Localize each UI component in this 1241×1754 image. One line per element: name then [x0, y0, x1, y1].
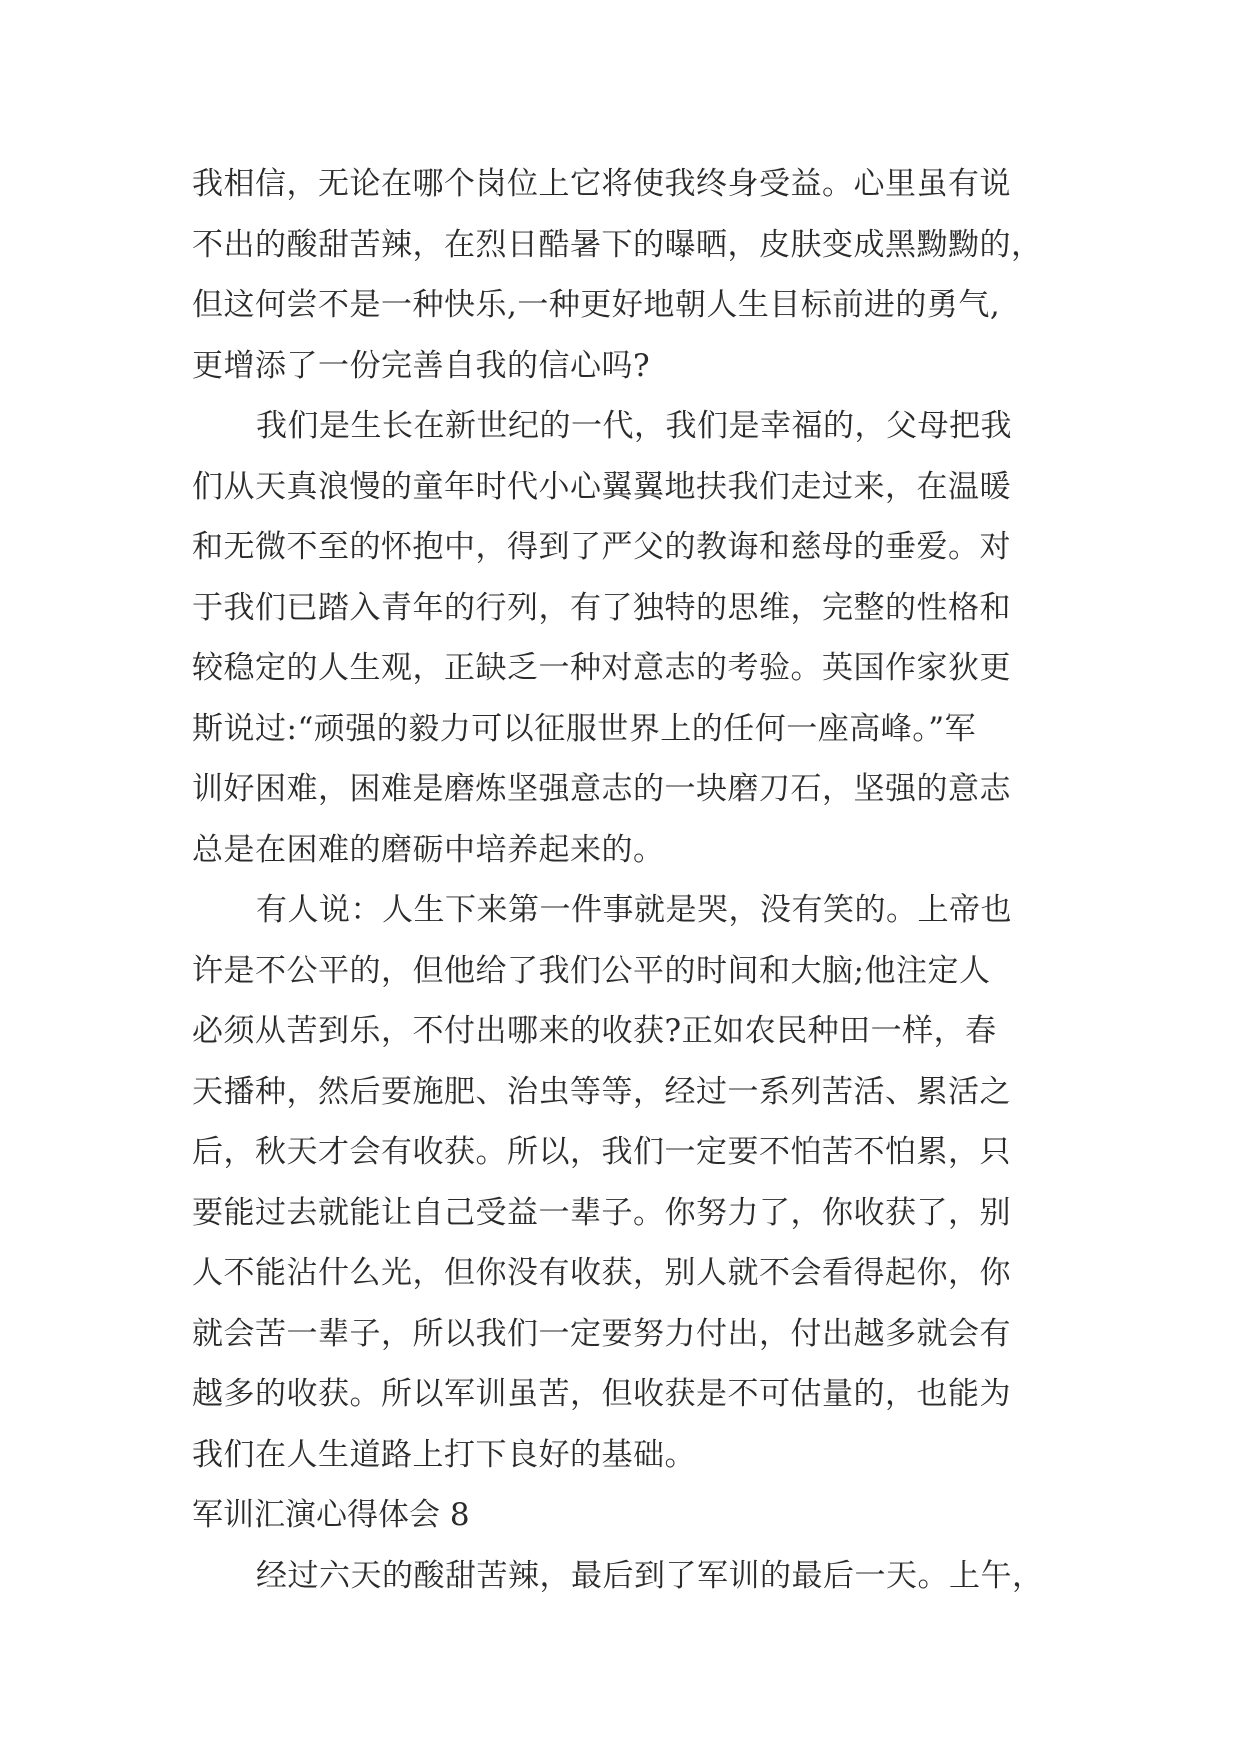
paragraph-line: 于我们已踏入青年的行列，有了独特的思维，完整的性格和	[192, 589, 1011, 626]
paragraph-line: 和无微不至的怀抱中，得到了严父的教诲和慈母的垂爱。对	[192, 529, 1011, 565]
paragraph-line: 总是在困难的磨砺中培养起来的。	[192, 831, 665, 868]
paragraph-line: 们从天真浪慢的童年时代小心翼翼地扶我们走过来，在温暖	[192, 468, 1011, 505]
paragraph-line: 但这何尝不是一种快乐,一种更好地朝人生目标前进的勇气,	[192, 287, 1001, 323]
paragraph-line: 我相信，无论在哪个岗位上它将使我终身受益。心里虽有说	[192, 166, 1011, 202]
paragraph-line: 较稳定的人生观，正缺乏一种对意志的考验。英国作家狄更	[192, 650, 1011, 686]
paragraph-line: 斯说过:“顽强的毅力可以征服世界上的任何一座高峰。”军	[192, 710, 977, 747]
paragraph-line: 我们是生长在新世纪的一代，我们是幸福的，父母把我	[256, 408, 1012, 444]
paragraph-line: 有人说：人生下来第一件事就是哭，没有笑的。上帝也	[256, 892, 1012, 928]
paragraph-line: 许是不公平的，但他给了我们公平的时间和大脑;他注定人	[192, 952, 991, 989]
paragraph-line: 就会苦一辈子，所以我们一定要努力付出，付出越多就会有	[192, 1315, 1011, 1352]
section-heading: 军训汇演心得体会 8	[192, 1497, 470, 1533]
paragraph-line: 我们在人生道路上打下良好的基础。	[192, 1436, 696, 1473]
paragraph-line: 越多的收获。所以军训虽苦，但收获是不可估量的，也能为	[192, 1376, 1011, 1412]
paragraph-line: 经过六天的酸甜苦辣，最后到了军训的最后一天。上午，	[256, 1557, 1044, 1594]
paragraph-line: 必须从苦到乐，不付出哪来的收获?正如农民种田一样，春	[192, 1013, 997, 1049]
paragraph-line: 要能过去就能让自己受益一辈子。你努力了，你收获了，别	[192, 1194, 1011, 1231]
paragraph-line: 更增添了一份完善自我的信心吗?	[192, 347, 651, 384]
paragraph-line: 不出的酸甜苦辣，在烈日酷暑下的曝晒，皮肤变成黑黝黝的，	[192, 226, 1043, 263]
paragraph-line: 天播种，然后要施肥、治虫等等，经过一系列苦活、累活之	[192, 1073, 1011, 1110]
paragraph-line: 训好困难，困难是磨炼坚强意志的一块磨刀石，坚强的意志	[192, 771, 1011, 807]
paragraph-line: 后，秋天才会有收获。所以，我们一定要不怕苦不怕累，只	[192, 1134, 1011, 1170]
paragraph-line: 人不能沾什么光，但你没有收获，别人就不会看得起你，你	[192, 1255, 1011, 1291]
document-body	[192, 154, 1072, 1606]
